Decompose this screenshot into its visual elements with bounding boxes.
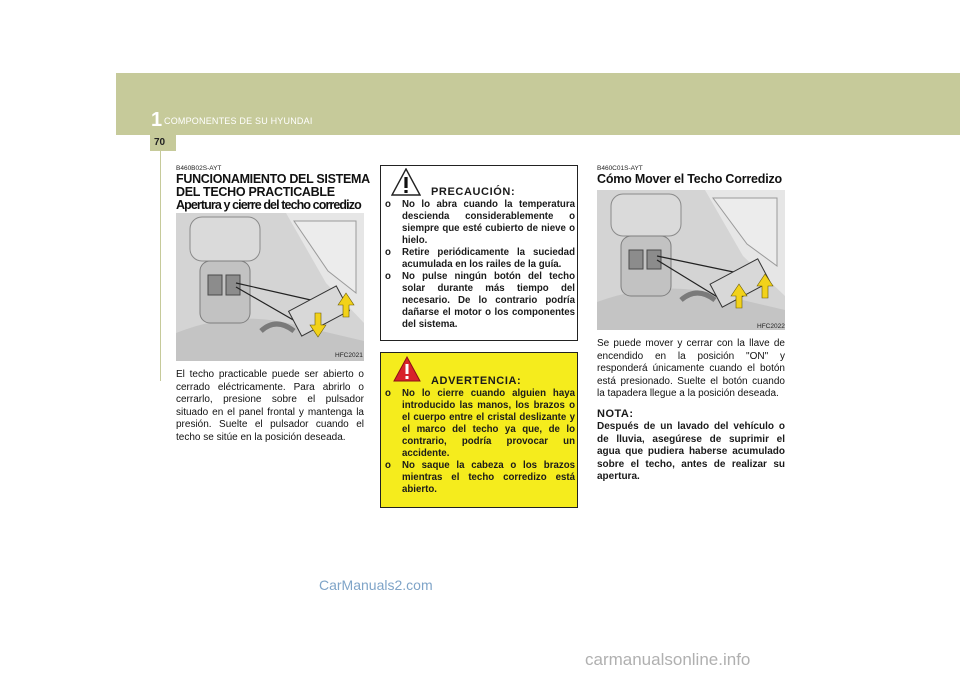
warning-triangle-icon xyxy=(391,168,421,196)
page-number-box xyxy=(150,135,176,151)
caution-title: PRECAUCIÓN: xyxy=(431,186,516,198)
margin-rule xyxy=(160,151,161,381)
warning-triangle-icon xyxy=(393,356,421,382)
sunroof-button-illustration xyxy=(597,190,785,330)
heading-line-2: DEL TECHO PRACTICABLE xyxy=(176,185,335,199)
page-number: 70 xyxy=(154,137,166,148)
body-paragraph: Se puede mover y cerrar con la llave de encendido en la posición "ON" y responderá únicamente cuando el botón está presionado. Suelte el botón cuando la tapadera llegue a la posición deseada. xyxy=(597,338,785,400)
caution-item: o No lo abra cuando la temperatura descienda considerablemente o siempre que esté cubierto de nieve o hielo. xyxy=(385,199,575,246)
warning-item: o No saque la cabeza o los brazos mientras el techo corredizo está abierto. xyxy=(385,460,575,495)
body-paragraph: El techo practicable puede ser abierto o cerrado eléctricamente. Para abrirlo o cerrarlo, presione sobre el pulsador situado en el panel frontal y mantenga la presión. Suelte el pulsador cuando el techo se sitúe en la posición deseada. xyxy=(176,369,364,443)
heading-line-3: Apertura y cierre del techo corredizo xyxy=(176,198,361,212)
note-body: Después de un lavado del vehículo o de lluvia, asegúrese de suprimir el agua que pudiera haberse acumulado sobre el techo, antes de realizar su apertura. xyxy=(597,421,785,483)
section-title: COMPONENTES DE SU HYUNDAI xyxy=(164,116,313,126)
section-code: B460B02S-AYT xyxy=(176,165,222,172)
sunroof-control-illustration xyxy=(176,213,364,361)
warning-title: ADVERTENCIA: xyxy=(431,375,522,387)
heading-line-1: FUNCIONAMIENTO DEL SISTEMA xyxy=(176,172,370,186)
caution-item: o No pulse ningún botón del techo solar durante más tiempo del necesario. De lo contrario podría dañarse el motor o los componentes del sistema. xyxy=(385,271,575,330)
image-caption: HFC2022 xyxy=(757,323,785,330)
image-caption: HFC2021 xyxy=(335,352,363,359)
warning-list xyxy=(385,388,575,496)
warning-item: o No lo cierre cuando alguien haya introducido las manos, los brazos o el cuerpo entre el cristal deslizante y el marco del techo ya que, de lo contrario, podría provocar un accidente. xyxy=(385,388,575,459)
watermark-right: carmanualsonline.info xyxy=(585,650,751,669)
section-heading: Cómo Mover el Techo Corredizo xyxy=(597,172,782,186)
section-code: B460C01S-AYT xyxy=(597,165,643,172)
chapter-number: 1 xyxy=(151,109,163,131)
note-title: NOTA: xyxy=(597,408,634,420)
watermark-left: CarManuals2.com xyxy=(319,577,433,593)
chapter-header-band xyxy=(116,73,960,135)
caution-item: o Retire periódicamente la suciedad acumulada en los railes de la guía. xyxy=(385,247,575,270)
caution-list xyxy=(385,199,575,331)
warning-box xyxy=(380,352,578,508)
caution-box xyxy=(380,165,578,341)
section-heading xyxy=(176,173,376,212)
